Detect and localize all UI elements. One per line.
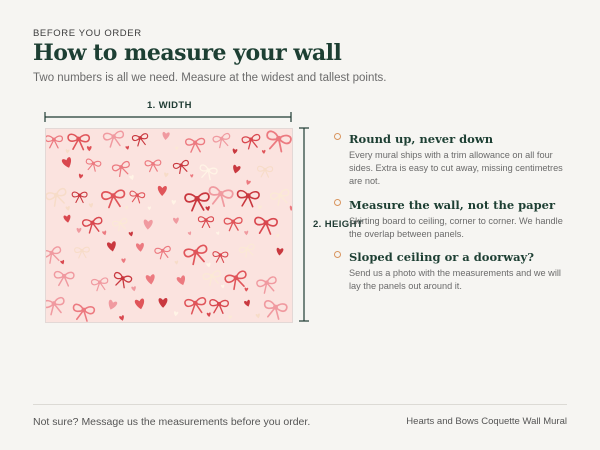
bow-shape (198, 217, 213, 228)
bow-shape (198, 164, 218, 180)
bow-shape (184, 245, 210, 266)
bow-shape (242, 134, 262, 150)
heart-shape (206, 262, 211, 267)
bow-shape (186, 138, 205, 152)
heart-shape (125, 206, 129, 210)
heart-shape (102, 230, 107, 236)
bow-shape (112, 218, 129, 232)
heart-shape (162, 132, 170, 141)
heart-shape (129, 175, 135, 181)
bow-shape (213, 252, 228, 263)
heart-shape (232, 148, 238, 154)
bow-shape (262, 300, 287, 320)
product-name: Hearts and Bows Coquette Wall Mural (406, 416, 567, 427)
heart-shape (148, 206, 152, 210)
heart-shape (76, 228, 81, 233)
tip-title: Round up, never down (349, 132, 494, 146)
page-title: How to measure your wall (33, 40, 342, 66)
bow-shape (185, 297, 207, 314)
heart-shape (143, 219, 153, 229)
footer-divider (33, 404, 567, 405)
heart-shape (244, 231, 248, 236)
bow-shape (155, 246, 172, 259)
heart-shape (221, 284, 225, 288)
bow-shape (207, 186, 233, 207)
heart-shape (78, 174, 83, 180)
tip-body: Send us a photo with the measurements and we will lay the panels out around it. (349, 268, 561, 291)
heart-shape (87, 146, 92, 151)
bow-shape (257, 166, 273, 177)
bow-shape (254, 217, 277, 234)
page-subtitle: Two numbers is all we need. Measure at the widest and tallest points. (33, 72, 387, 84)
eyebrow: BEFORE YOU ORDER (33, 28, 142, 39)
bow-shape (68, 134, 90, 150)
heart-shape (174, 260, 178, 264)
tip-body: Skirting board to ceiling, corner to corner. We handle the overlap between panels. (349, 216, 563, 239)
heart-shape (216, 231, 220, 235)
bullet-circle-icon (334, 133, 341, 140)
tip-body: Every mural ships with a trim allowance on all four sides. Extra is easy to cut away, missing centimetres are not. (349, 150, 563, 186)
heart-shape (173, 311, 178, 317)
heart-shape (119, 315, 125, 321)
heart-shape (65, 206, 70, 212)
bow-shape (46, 136, 62, 148)
heart-shape (205, 206, 210, 211)
bow-shape (103, 131, 125, 148)
heart-shape (276, 234, 280, 238)
heart-shape (136, 243, 145, 253)
bow-shape (264, 131, 292, 154)
bow-shape (270, 189, 292, 207)
bow-shape (91, 278, 109, 292)
bow-shape (203, 270, 223, 286)
width-label: 1. WIDTH (147, 100, 192, 111)
bow-shape (72, 192, 87, 203)
heart-shape (63, 215, 71, 224)
bow-shape (209, 300, 228, 314)
bow-shape (239, 244, 257, 259)
bow-shape (213, 133, 232, 149)
heart-shape (175, 146, 179, 150)
heart-shape (228, 315, 233, 320)
bow-shape (72, 304, 95, 322)
heart-shape (262, 150, 266, 154)
heart-shape (276, 248, 284, 256)
heart-shape (190, 174, 193, 178)
heart-shape (164, 172, 169, 177)
tip-title: Sloped ceiling or a doorway? (349, 250, 534, 264)
bow-shape (132, 133, 149, 146)
heart-shape (61, 157, 73, 170)
heart-shape (173, 217, 179, 224)
heart-shape (159, 298, 168, 308)
bullet-circle-icon (334, 251, 341, 258)
bow-shape (224, 217, 243, 231)
heart-shape (131, 286, 136, 292)
footer-note: Not sure? Message us the measurements before you order. (33, 416, 311, 428)
bow-shape (145, 160, 161, 172)
bow-shape (46, 188, 69, 208)
bow-shape (112, 161, 132, 178)
heart-shape (171, 200, 176, 205)
tip-title: Measure the wall, not the paper (349, 198, 556, 212)
heart-shape (134, 298, 145, 310)
heart-shape (121, 258, 126, 263)
bow-shape (101, 190, 125, 208)
heart-shape (158, 186, 167, 196)
hearts-and-bows-pattern (46, 129, 292, 322)
bullet-circle-icon (334, 199, 341, 206)
heart-shape (232, 164, 241, 174)
heart-shape (207, 312, 212, 317)
bow-shape (112, 272, 133, 289)
bow-shape (74, 247, 89, 258)
bow-shape (256, 276, 278, 294)
mural-image (45, 128, 293, 323)
heart-shape (176, 275, 187, 286)
heart-shape (255, 313, 260, 318)
heart-shape (60, 260, 65, 265)
heart-shape (107, 241, 118, 252)
bow-shape (82, 217, 103, 234)
heart-shape (128, 231, 133, 237)
heart-shape (257, 205, 262, 210)
bow-shape (84, 159, 101, 173)
bow-shape (237, 190, 260, 207)
heart-shape (65, 149, 69, 154)
heart-shape (244, 287, 248, 291)
heart-shape (107, 299, 118, 311)
bow-shape (129, 191, 145, 204)
heart-shape (89, 203, 94, 208)
heart-shape (244, 300, 252, 308)
bow-shape (46, 297, 66, 316)
heart-shape (145, 274, 155, 285)
heart-shape (245, 180, 251, 186)
heart-shape (289, 206, 292, 212)
heart-shape (125, 146, 129, 151)
height-label: 2. HEIGHT (313, 219, 364, 230)
bow-shape (173, 160, 191, 175)
heart-shape (188, 231, 192, 236)
bow-shape (54, 271, 74, 286)
